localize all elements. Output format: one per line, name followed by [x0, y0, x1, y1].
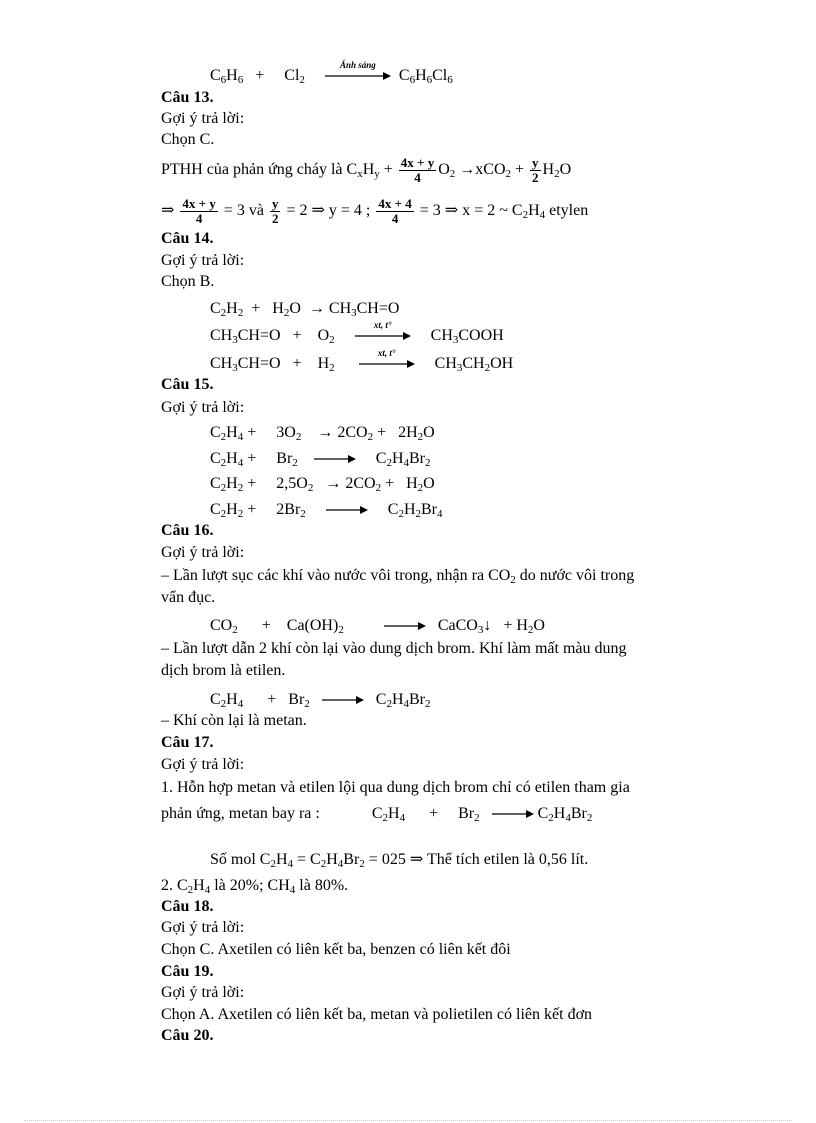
reaction-arrow: xt, t°	[359, 360, 415, 368]
reaction-arrow	[492, 810, 534, 818]
paragraph: 1. Hỗn hợp metan và etilen lội qua dung dịch brom chỉ có etilen tham gia	[161, 779, 630, 796]
reaction-line: $CO_2$ + $Ca(OH)_2$ CaCO$_3$↓ + $H_2O$	[210, 617, 545, 636]
paragraph: phản ứng, metan bay ra : $C_2H_4$ + $Br_2$ $C_2H_4Br_2$	[161, 805, 593, 824]
answer-choice: Chọn B.	[161, 273, 215, 290]
reaction-line: $CH_3CH=O$ + $O_2$ xt, t° $CH_3COOH$	[210, 320, 504, 346]
combustion-equation: PTHH của phản ứng cháy là $C_xH_y$ + $\frac{4x + y}{4}$ $O_2 \to xCO_2$ + $\frac{y}{2}$ $H_2O$	[161, 155, 572, 185]
paragraph: – Khí còn lại là metan.	[161, 712, 307, 729]
page-bottom-divider	[24, 1120, 792, 1121]
reaction-line: $C_2H_4$ + $3O_2$ → $2CO_2$ + $2H_2O$	[210, 424, 435, 443]
question-13-title: Câu 13.	[161, 89, 214, 106]
paragraph: vẩn đục.	[161, 589, 216, 606]
derivation-line: ⇒ $\frac{4x + y}{4}$ = 3 và $\frac{y}{2}$ = 2 ⇒ y = 4 ; $\frac{4x + 4}{4}$ = 3 ⇒ x = 2 ~ $C_2H_4$ etylen	[161, 196, 589, 226]
reaction-arrow: Ánh sáng	[325, 72, 391, 80]
reaction-line: $C_2H_4$ + $Br_2$ $C_2H_4Br_2$	[210, 450, 431, 469]
hint-label: Gợi ý trả lời:	[161, 399, 245, 416]
answer-choice: Chọn C.	[161, 131, 215, 148]
question-17-title: Câu 17.	[161, 734, 214, 751]
question-16-title: Câu 16.	[161, 522, 214, 539]
paragraph: – Lần lượt sục các khí vào nước vôi trong, nhận ra $CO_2$ do nước vôi trong	[161, 567, 635, 586]
paragraph: 2. $C_2H_4$ là 20%; $CH_4$ là 80%.	[161, 877, 349, 896]
reaction-arrow	[322, 696, 364, 704]
reaction-arrow	[326, 506, 368, 514]
equation-benzene-chlorination: $C_6H_6$ + $Cl_2$ Ánh sáng $C_6H_6Cl_6$	[210, 60, 453, 86]
hint-label: Gợi ý trả lời:	[161, 984, 245, 1001]
reaction-line: $C_2H_4$ + $Br_2$ $C_2H_4Br_2$	[210, 691, 431, 710]
paragraph: Số mol $C_2H_4 = C_2H_4Br_2 = 025$ ⇒ Thể tích etilen là 0,56 lít.	[210, 851, 589, 870]
reaction-arrow: xt, t°	[355, 332, 411, 340]
hint-label: Gợi ý trả lời:	[161, 756, 245, 773]
reaction-arrow	[384, 622, 426, 630]
reaction-arrow	[314, 455, 356, 463]
hint-label: Gợi ý trả lời:	[161, 110, 245, 127]
hint-label: Gợi ý trả lời:	[161, 252, 245, 269]
question-15-title: Câu 15.	[161, 376, 214, 393]
question-20-title: Câu 20.	[161, 1027, 214, 1044]
fraction: $\frac{y}{2}$	[271, 196, 279, 226]
answer-choice: Chọn A. Axetilen có liên kết ba, metan và polietilen có liên kết đơn	[161, 1006, 593, 1023]
fraction: $\frac{4x + y}{4}$	[400, 155, 435, 185]
question-19-title: Câu 19.	[161, 963, 214, 980]
reaction-line: $C_2H_2$ + $2Br_2$ $C_2H_2Br_4$	[210, 501, 443, 520]
hint-label: Gợi ý trả lời:	[161, 544, 245, 561]
question-14-title: Câu 14.	[161, 230, 214, 247]
question-18-title: Câu 18.	[161, 898, 214, 915]
paragraph: dịch brom là etilen.	[161, 662, 286, 679]
fraction: $\frac{4x + 4}{4}$	[378, 196, 412, 226]
fraction: $\frac{y}{2}$	[532, 155, 539, 185]
reaction-line: $C_2H_2$ + $H_2O \to CH_3CH=O$	[210, 300, 400, 319]
reaction-line: $CH_3CH=O$ + $H_2$ xt, t° $CH_3CH_2OH$	[210, 348, 514, 374]
reaction-line: $C_2H_2$ + $2,5O_2$ → $2CO_2$ + $H_2O$	[210, 475, 435, 494]
answer-choice: Chọn C. Axetilen có liên kết ba, benzen có liên kết đôi	[161, 941, 511, 958]
paragraph: – Lần lượt dẫn 2 khí còn lại vào dung dịch brom. Khí làm mất màu dung	[161, 640, 627, 657]
fraction: $\frac{4x + y}{4}$	[182, 196, 216, 226]
hint-label: Gợi ý trả lời:	[161, 919, 245, 936]
